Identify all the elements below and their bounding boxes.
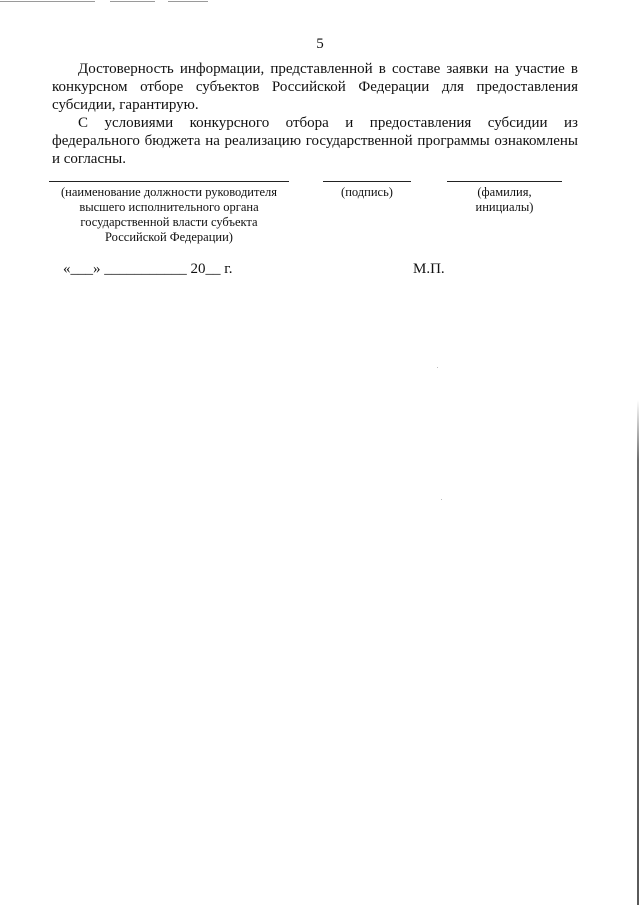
scan-artifact-line [0,1,95,2]
signature-caption: (подпись) [341,185,393,199]
position-signature-line [49,181,289,182]
scan-artifact-line [168,1,208,2]
date-line: «___» ___________ 20__ г. [63,261,233,277]
paragraph-agreement: С условиями конкурсного отбора и предоставления субсидии из федерального бюджета на реализацию государственной программы ознакомлены и согласны. [52,115,578,167]
paragraph-guarantee: Достоверность информации, представленной в составе заявки на участие в конкурсном отборе субъектов Российской Федерации для предоставления субсидии, гарантирую. [52,61,578,113]
scan-speck [441,499,442,500]
name-signature-line [447,181,562,182]
scan-edge-shadow [637,400,639,905]
position-caption: (наименование должности руководителя высшего исполнительного органа государственной власти субъекта Российской Федерации) [61,185,277,244]
name-caption: (фамилия, инициалы) [475,185,534,214]
body-text [52,60,578,168]
scan-speck [437,367,438,368]
page-number: 5 [316,36,324,52]
scan-artifact-line [110,1,155,2]
stamp-place-label: М.П. [413,261,445,277]
signature-line [323,181,411,182]
